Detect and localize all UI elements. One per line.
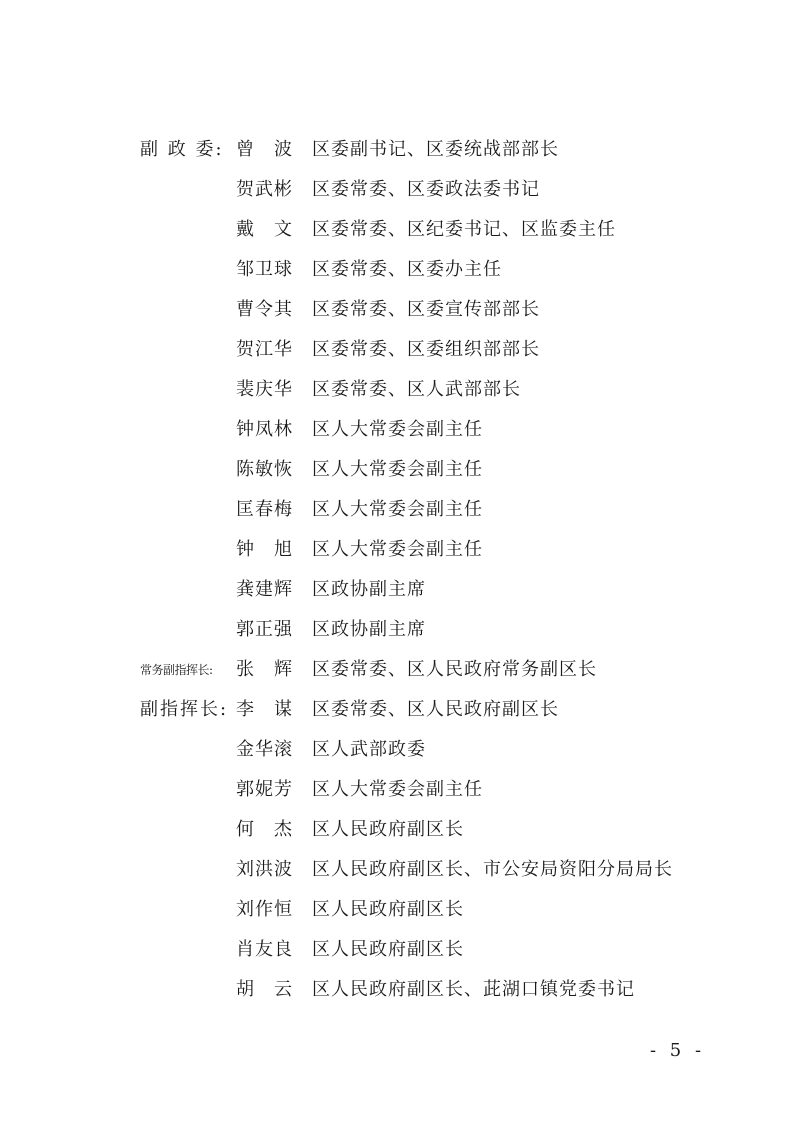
- roster-row: [140, 176, 700, 216]
- person-name: 何 杰: [236, 819, 293, 840]
- person-title: 区委副书记、区委统战部部长: [312, 139, 559, 160]
- person-name: 曾 波: [236, 139, 293, 160]
- person-title: 区委常委、区委办主任: [312, 259, 502, 280]
- person-name: 龚建辉: [236, 579, 293, 600]
- role-label: 副指挥长:: [140, 699, 229, 720]
- person-name: 戴 文: [236, 219, 293, 240]
- roster-row: [140, 776, 700, 816]
- roster-row: [140, 896, 700, 936]
- roster-row: [140, 856, 700, 896]
- person-title: 区委常委、区委政法委书记: [312, 179, 540, 200]
- roster-row: [140, 416, 700, 456]
- roster-row: [140, 976, 700, 1016]
- person-name: 张 辉: [236, 659, 293, 680]
- person-name: 李 谋: [236, 699, 293, 720]
- person-title: 区人民政府副区长、市公安局资阳分局局长: [312, 859, 673, 880]
- roster-row: [140, 496, 700, 536]
- roster-row: [140, 936, 700, 976]
- person-title: 区委常委、区委组织部部长: [312, 339, 540, 360]
- page-number: - 5 -: [650, 1040, 706, 1061]
- person-title: 区政协副主席: [312, 619, 426, 640]
- roster-row: [140, 296, 700, 336]
- person-name: 肖友良: [236, 939, 293, 960]
- roster-row: [140, 736, 700, 776]
- person-name: 裴庆华: [236, 379, 293, 400]
- person-name: 曹令其: [236, 299, 293, 320]
- roster-row: [140, 816, 700, 856]
- roster-row: [140, 616, 700, 656]
- roster-row: [140, 136, 700, 176]
- person-title: 区委常委、区人武部部长: [312, 379, 521, 400]
- person-title: 区委常委、区人民政府副区长: [312, 699, 559, 720]
- person-name: 邹卫球: [236, 259, 293, 280]
- person-name: 陈敏恢: [236, 459, 293, 480]
- person-name: 胡 云: [236, 979, 293, 1000]
- person-title: 区人民政府副区长: [312, 939, 464, 960]
- person-title: 区人大常委会副主任: [312, 779, 483, 800]
- person-title: 区人民政府副区长: [312, 899, 464, 920]
- roster-row: [140, 336, 700, 376]
- person-title: 区委常委、区人民政府常务副区长: [312, 659, 597, 680]
- person-name: 刘洪波: [236, 859, 293, 880]
- person-name: 郭妮芳: [236, 779, 293, 800]
- roster-row: [140, 696, 700, 736]
- person-name: 匡春梅: [236, 499, 293, 520]
- person-name: 贺武彬: [236, 179, 293, 200]
- person-title: 区人大常委会副主任: [312, 419, 483, 440]
- roster-row: [140, 656, 700, 696]
- roster-row: [140, 376, 700, 416]
- person-title: 区政协副主席: [312, 579, 426, 600]
- role-label: 副 政 委:: [140, 139, 224, 160]
- person-name: 钟凤林: [236, 419, 293, 440]
- roster-row: [140, 576, 700, 616]
- person-name: 贺江华: [236, 339, 293, 360]
- person-title: 区人武部政委: [312, 739, 426, 760]
- person-title: 区人大常委会副主任: [312, 499, 483, 520]
- person-title: 区人大常委会副主任: [312, 539, 483, 560]
- person-title: 区委常委、区委宣传部部长: [312, 299, 540, 320]
- person-name: 钟 旭: [236, 539, 293, 560]
- roster-row: [140, 216, 700, 256]
- role-label: 常务副指挥长:: [140, 663, 213, 677]
- person-title: 区人大常委会副主任: [312, 459, 483, 480]
- person-name: 金华滚: [236, 739, 293, 760]
- personnel-roster: [140, 136, 700, 1016]
- roster-row: [140, 456, 700, 496]
- person-title: 区人民政府副区长、茈湖口镇党委书记: [312, 979, 635, 1000]
- person-title: 区委常委、区纪委书记、区监委主任: [312, 219, 616, 240]
- roster-row: [140, 256, 700, 296]
- roster-row: [140, 536, 700, 576]
- person-title: 区人民政府副区长: [312, 819, 464, 840]
- person-name: 郭正强: [236, 619, 293, 640]
- person-name: 刘作恒: [236, 899, 293, 920]
